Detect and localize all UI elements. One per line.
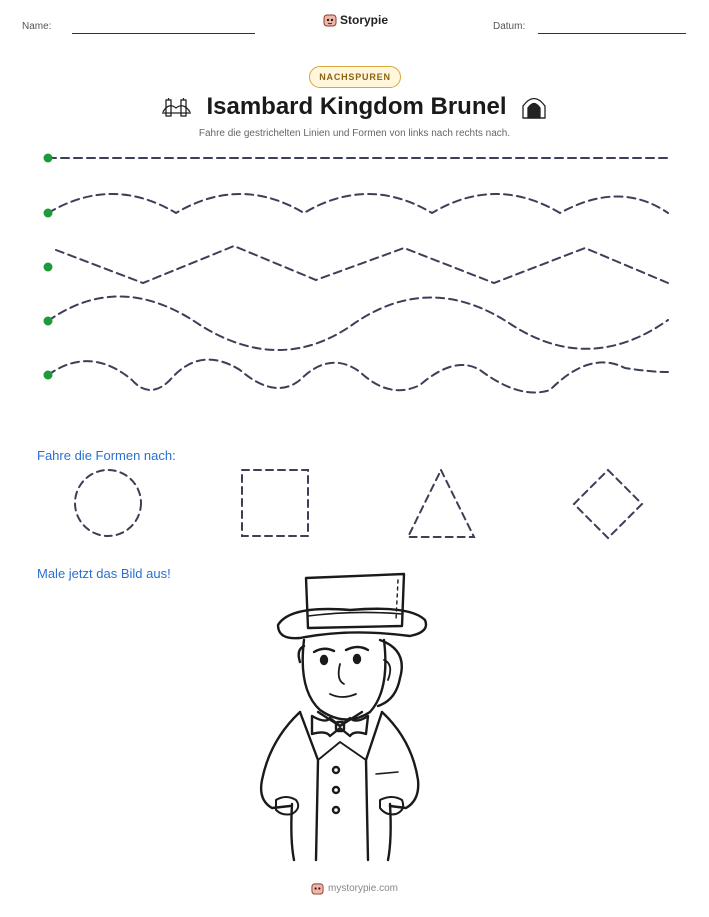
start-dot-1 xyxy=(44,154,53,163)
footer-url[interactable]: mystorypie.com xyxy=(327,883,398,894)
page-title: Isambard Kingdom Brunel xyxy=(206,93,507,120)
coloring-section-label: Male jetzt das Bild aus! xyxy=(37,566,171,581)
trace-shape-triangle[interactable] xyxy=(408,470,474,537)
trace-shape-diamond[interactable] xyxy=(574,470,642,538)
name-label: Name: xyxy=(22,21,52,32)
storypie-logo-icon xyxy=(311,882,324,895)
shapes-section-label: Fahre die Formen nach: xyxy=(37,448,176,463)
trace-shape-square[interactable] xyxy=(242,470,308,536)
brand-name: Storypie xyxy=(340,13,389,27)
start-dot-2 xyxy=(44,209,53,218)
start-dot-3 xyxy=(44,263,53,272)
start-dot-5 xyxy=(44,371,53,380)
trace-line-wave-1[interactable] xyxy=(48,194,668,213)
date-label: Datum: xyxy=(493,21,526,32)
trace-line-zigzag[interactable] xyxy=(56,246,668,283)
footer xyxy=(0,882,709,895)
trace-line-wave-2[interactable] xyxy=(48,296,668,350)
instruction-text: Fahre die gestrichelten Linien und Formen von links nach rechts nach. xyxy=(198,128,511,139)
trace-shape-circle[interactable] xyxy=(75,470,141,536)
category-badge: NACHSPUREN xyxy=(309,66,401,88)
start-dot-4 xyxy=(44,317,53,326)
coloring-illustration[interactable] xyxy=(261,574,426,860)
trace-line-wave-3[interactable] xyxy=(48,360,668,393)
